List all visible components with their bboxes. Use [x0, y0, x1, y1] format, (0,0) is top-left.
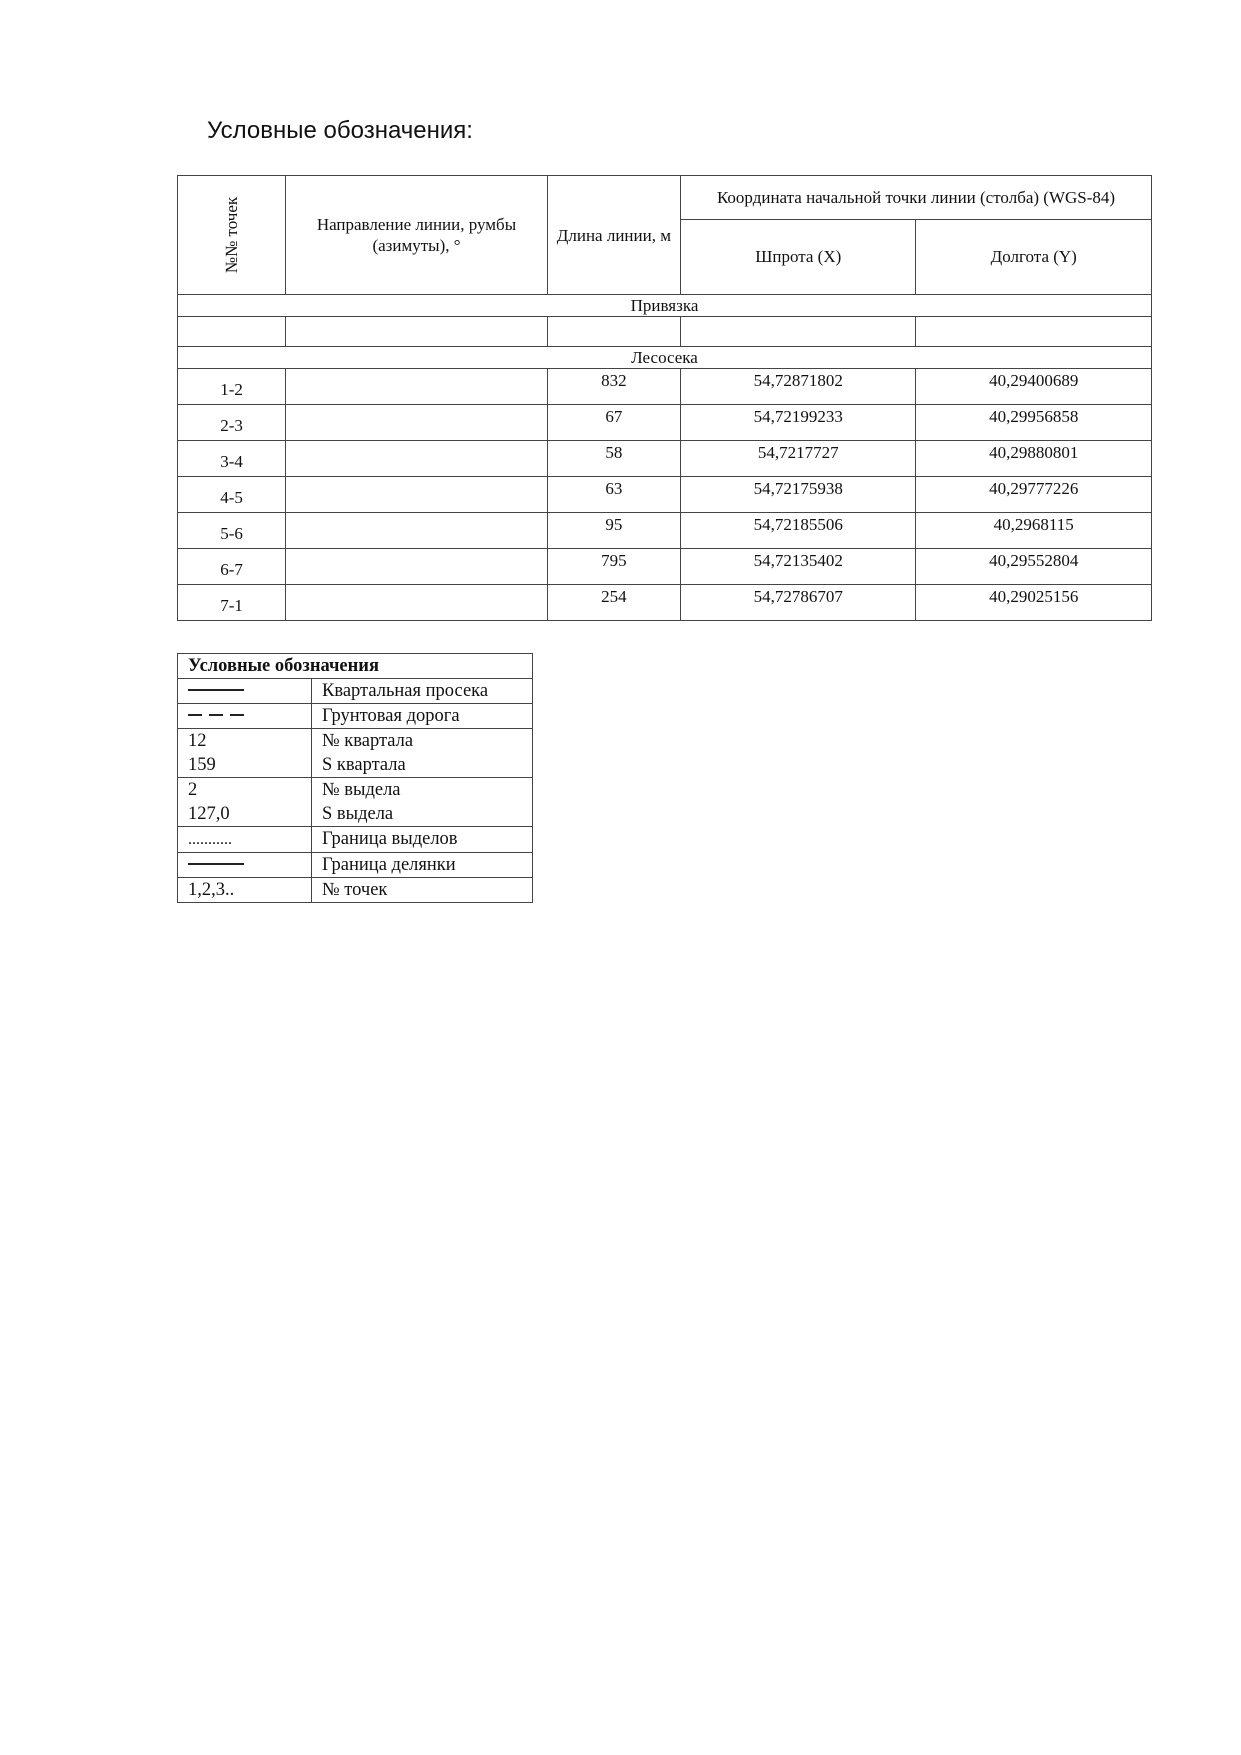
- header-coordinate-group: Координата начальной точки линии (столба) (WGS-84): [681, 176, 1152, 220]
- cell-direction: [286, 549, 548, 585]
- legend-item: [178, 853, 533, 878]
- solid-line-icon: [188, 863, 244, 865]
- cell-latitude: 54,72185506: [681, 513, 916, 549]
- cell-points: 5-6: [178, 513, 286, 549]
- table-row: [178, 585, 1152, 621]
- cell-points: 2-3: [178, 405, 286, 441]
- header-direction: Направление линии, румбы (азимуты), °: [286, 176, 548, 295]
- legend-label: Квартальная просека: [312, 679, 533, 704]
- legend-item: [178, 704, 533, 729]
- legend-symbol-dotted-line: [178, 827, 312, 853]
- legend-symbol-line: 2: [188, 780, 198, 800]
- legend-label-line: № квартала: [322, 731, 414, 751]
- cell-longitude: 40,29400689: [916, 369, 1152, 405]
- legend-label: Граница делянки: [312, 853, 533, 878]
- solid-line-icon: [188, 689, 244, 691]
- legend-label: Граница выделов: [312, 827, 533, 853]
- coordinates-table: [177, 175, 1152, 621]
- legend-symbol-dashed-line: [178, 704, 312, 729]
- legend-item: [178, 827, 533, 853]
- legend-symbol-quarter: [178, 729, 312, 778]
- legend-symbol-line: 127,0: [188, 804, 230, 824]
- table-row: [178, 369, 1152, 405]
- cell-points: 1-2: [178, 369, 286, 405]
- cell-points: 3-4: [178, 441, 286, 477]
- table-row: [178, 477, 1152, 513]
- legend-label: № точек: [312, 878, 533, 903]
- legend-title: Условные обозначения: [178, 654, 533, 679]
- cell-length: 832: [547, 369, 680, 405]
- cell-points: 6-7: [178, 549, 286, 585]
- cell-longitude: 40,29880801: [916, 441, 1152, 477]
- cell-length: 95: [547, 513, 680, 549]
- header-points-label: №№ точек: [221, 196, 241, 274]
- table-row: [178, 405, 1152, 441]
- legend-label: Грунтовая дорога: [312, 704, 533, 729]
- page-heading: Условные обозначения:: [207, 117, 473, 144]
- legend-symbol-solid-line: [178, 679, 312, 704]
- cell-longitude: 40,2968115: [916, 513, 1152, 549]
- cell-points: 7-1: [178, 585, 286, 621]
- cell-latitude: 54,72135402: [681, 549, 916, 585]
- cell-latitude: 54,72786707: [681, 585, 916, 621]
- table-row-empty: [178, 317, 1152, 347]
- header-points: [178, 176, 286, 295]
- cell-longitude: 40,29956858: [916, 405, 1152, 441]
- header-length: Длина линии, м: [547, 176, 680, 295]
- section-plot: Лесосека: [178, 347, 1152, 369]
- cell-longitude: 40,29777226: [916, 477, 1152, 513]
- cell-direction: [286, 441, 548, 477]
- legend-symbol-allotment: [178, 778, 312, 827]
- section-binding: Привязка: [178, 295, 1152, 317]
- table-row: [178, 513, 1152, 549]
- header-longitude: Долгота (Y): [916, 220, 1152, 295]
- cell-latitude: 54,72871802: [681, 369, 916, 405]
- dashed-line-icon: [188, 714, 244, 716]
- legend-label: [312, 729, 533, 778]
- cell-length: 254: [547, 585, 680, 621]
- legend-symbol-solid-line: [178, 853, 312, 878]
- cell-length: 58: [547, 441, 680, 477]
- cell-length: 63: [547, 477, 680, 513]
- cell-direction: [286, 585, 548, 621]
- table-row: [178, 441, 1152, 477]
- cell-latitude: 54,72175938: [681, 477, 916, 513]
- legend-label-line: S квартала: [322, 755, 406, 775]
- cell-longitude: 40,29025156: [916, 585, 1152, 621]
- cell-latitude: 54,72199233: [681, 405, 916, 441]
- dotted-line-icon: ...........: [188, 831, 232, 848]
- legend-label-line: S выдела: [322, 804, 394, 824]
- legend-item: [178, 729, 533, 778]
- cell-direction: [286, 477, 548, 513]
- legend-symbol-line: 12: [188, 731, 207, 751]
- cell-direction: [286, 513, 548, 549]
- cell-latitude: 54,7217727: [681, 441, 916, 477]
- header-latitude: Шпрота (X): [681, 220, 916, 295]
- cell-direction: [286, 369, 548, 405]
- cell-longitude: 40,29552804: [916, 549, 1152, 585]
- cell-points: 4-5: [178, 477, 286, 513]
- legend-item: [178, 878, 533, 903]
- legend-item: [178, 679, 533, 704]
- legend-symbol-points: 1,2,3..: [178, 878, 312, 903]
- cell-length: 67: [547, 405, 680, 441]
- legend-item: [178, 778, 533, 827]
- cell-direction: [286, 405, 548, 441]
- legend-symbol-line: 159: [188, 755, 216, 775]
- table-row: [178, 549, 1152, 585]
- legend-label: [312, 778, 533, 827]
- cell-length: 795: [547, 549, 680, 585]
- legend-label-line: № выдела: [322, 780, 401, 800]
- legend-table: [177, 653, 533, 903]
